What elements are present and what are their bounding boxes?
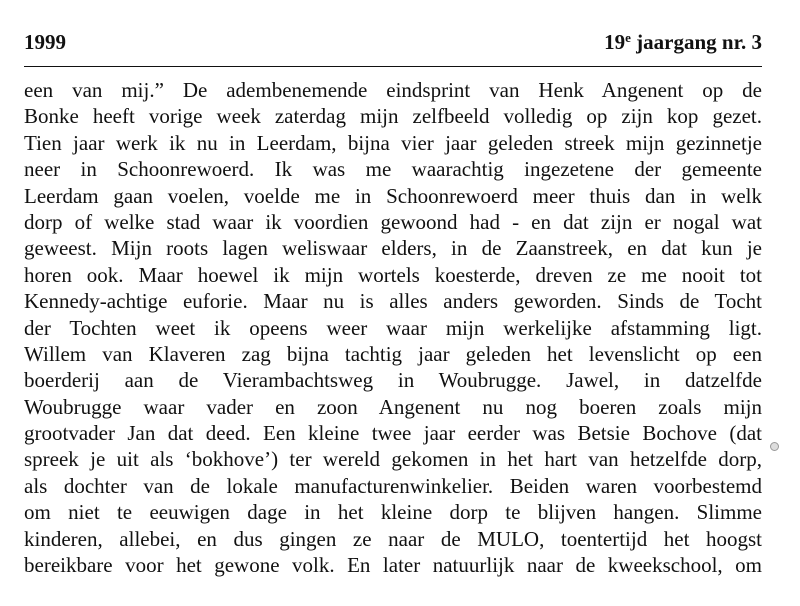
text-line: neer in Schoonrewoerd. Ik was me waarachtig ingezetene der gemeente [24, 157, 762, 182]
text-line: geweest. Mijn roots lagen weliswaar elders, in de Zaanstreek, en dat kun je [24, 236, 762, 261]
text-line: Woubrugge waar vader en zoon Angenent nu nog boeren zoals mijn [24, 394, 762, 419]
text-line: der Tochten weet ik opeens weer waar mijn werkelijke afstamming ligt. [24, 315, 762, 340]
header-issue-text: jaargang nr. 3 [630, 30, 762, 54]
text-line: Leerdam gaan voelen, voelde me in Schoonrewoerd meer thuis dan in welk [24, 183, 762, 208]
header-issue-number: 19 [604, 30, 626, 54]
header-issue-superscript: e [625, 30, 631, 45]
scan-speck [770, 442, 779, 451]
text-line: Willem van Klaveren zag bijna tachtig jaar geleden het levenslicht op een [24, 341, 762, 366]
text-line: bereikbare voor het gewone volk. En later natuurlijk naar de kweekschool, om [24, 553, 762, 578]
text-line: Bonke heeft vorige week zaterdag mijn zelfbeeld volledig op zijn kop gezet. [24, 104, 762, 129]
header-year: 1999 [24, 30, 66, 54]
text-line: kinderen, allebei, en dus gingen ze naar de MULO, toentertijd het hoogst [24, 526, 762, 551]
text-line: dorp of welke stad waar ik voordien gewoond had - en dat zijn er nogal wat [24, 209, 762, 234]
text-line: horen ook. Maar hoewel ik mijn wortels koesterde, dreven ze me nooit tot [24, 262, 762, 287]
text-line: grootvader Jan dat deed. Een kleine twee jaar eerder was Betsie Bochove (dat [24, 421, 762, 446]
text-line: als dochter van de lokale manufacturenwinkelier. Beiden waren voorbestemd [24, 473, 762, 498]
header-rule [24, 66, 762, 67]
text-line: om niet te eeuwigen dage in het kleine dorp te blijven hangen. Slimme [24, 500, 762, 525]
header-issue [604, 30, 762, 55]
page-header [24, 30, 762, 56]
text-line: een van mij.” De adembenemende eindsprint van Henk Angenent op de [24, 78, 762, 102]
text-line: Kennedy-achtige euforie. Maar nu is alles anders geworden. Sinds de Tocht [24, 289, 762, 314]
text-line: spreek je uit als ‘bokhove’) ter wereld gekomen in het hart van hetzelfde dorp, [24, 447, 762, 472]
text-line: boerderij aan de Vierambachtsweg in Woubrugge. Jawel, in datzelfde [24, 368, 762, 393]
body-text [24, 77, 762, 578]
text-line: Tien jaar werk ik nu in Leerdam, bijna vier jaar geleden streek mijn gezinnetje [24, 130, 762, 155]
